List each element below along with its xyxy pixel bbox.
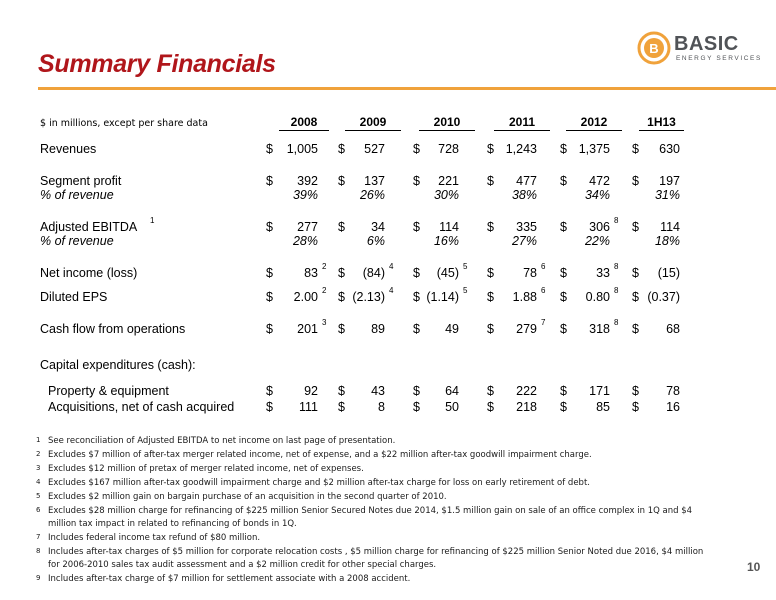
row-label: Adjusted EBITDA bbox=[40, 220, 138, 234]
table-cell: 630 bbox=[659, 142, 680, 156]
footnote-text: See reconciliation of Adjusted EBITDA to net income on last page of presentation. bbox=[48, 436, 396, 446]
footnote bbox=[36, 478, 590, 488]
table-cell: 728 bbox=[438, 142, 459, 156]
table-cell: 527 bbox=[364, 142, 385, 156]
dollar-sign: $ bbox=[632, 142, 639, 156]
table-cell: 2.00 bbox=[293, 290, 318, 304]
table-cell: (2.13) bbox=[352, 290, 385, 304]
footnote-marker: 8 bbox=[614, 262, 619, 271]
row-label: Diluted EPS bbox=[40, 290, 108, 304]
table-cell: 34% bbox=[584, 188, 610, 202]
dollar-sign: $ bbox=[266, 290, 273, 304]
footnote-text: Includes federal income tax refund of $80 million. bbox=[48, 533, 261, 543]
column-header: 1H13 bbox=[639, 115, 684, 131]
footnote-text: million tax impact in related to refinancing of bonds in 1Q. bbox=[48, 519, 297, 529]
dollar-sign: $ bbox=[487, 384, 494, 398]
dollar-sign: $ bbox=[266, 400, 273, 414]
footnote-marker: 6 bbox=[541, 286, 546, 295]
footnote-marker: 7 bbox=[541, 318, 546, 327]
table-cell: 218 bbox=[516, 400, 537, 414]
units-note: $ in millions, except per share data bbox=[40, 118, 208, 129]
table-cell: 1,243 bbox=[505, 142, 537, 156]
footnote-marker: 3 bbox=[322, 318, 327, 327]
dollar-sign: $ bbox=[632, 220, 639, 234]
dollar-sign: $ bbox=[560, 400, 567, 414]
dollar-sign: $ bbox=[413, 220, 420, 234]
footnote bbox=[36, 533, 260, 543]
table-cell: 472 bbox=[589, 174, 610, 188]
dollar-sign: $ bbox=[413, 322, 420, 336]
footnote-text: Excludes $167 million after-tax goodwill impairment charge and $2 million after-tax charge for loss on early retirement of debt. bbox=[48, 478, 590, 488]
dollar-sign: $ bbox=[632, 266, 639, 280]
table-cell: 33 bbox=[596, 266, 610, 280]
logo-name: BASIC bbox=[674, 33, 739, 55]
footnote bbox=[36, 450, 592, 460]
table-cell: 49 bbox=[445, 322, 459, 336]
footnote bbox=[36, 506, 692, 516]
table-cell: 30% bbox=[433, 188, 459, 202]
table-cell: 137 bbox=[364, 174, 385, 188]
dollar-sign: $ bbox=[338, 384, 345, 398]
table-cell: (1.14) bbox=[426, 290, 459, 304]
dollar-sign: $ bbox=[560, 384, 567, 398]
footnote-number: 7 bbox=[36, 533, 41, 541]
footnote-text: Excludes $28 million charge for refinancing of $225 million Senior Secured Notes due 2014, $1.5 million gain on sale of an office complex in 1Q and $4 bbox=[48, 506, 693, 516]
dollar-sign: $ bbox=[266, 142, 273, 156]
table-cell: 277 bbox=[297, 220, 318, 234]
footnote-marker: 8 bbox=[614, 318, 619, 327]
column-header: 2012 bbox=[566, 115, 622, 131]
row-label: Net income (loss) bbox=[40, 266, 138, 280]
dollar-sign: $ bbox=[632, 290, 639, 304]
footnote-marker: 8 bbox=[614, 286, 619, 295]
table-cell: 16 bbox=[666, 400, 680, 414]
table-cell: 306 bbox=[589, 220, 610, 234]
table-cell: 22% bbox=[584, 234, 610, 248]
footnote-number: 3 bbox=[36, 464, 41, 472]
row-label: Acquisitions, net of cash acquired bbox=[48, 400, 235, 414]
column-header: 2009 bbox=[345, 115, 401, 131]
footnote-marker: 6 bbox=[541, 262, 546, 271]
page-title: Summary Financials bbox=[38, 50, 276, 78]
table-cell: (15) bbox=[657, 266, 680, 280]
dollar-sign: $ bbox=[338, 142, 345, 156]
dollar-sign: $ bbox=[487, 400, 494, 414]
column-header: 2010 bbox=[419, 115, 475, 131]
dollar-sign: $ bbox=[487, 322, 494, 336]
dollar-sign: $ bbox=[413, 142, 420, 156]
dollar-sign: $ bbox=[338, 266, 345, 280]
footnote-marker: 5 bbox=[463, 286, 468, 295]
footnote bbox=[48, 560, 436, 570]
table-cell: 201 bbox=[297, 322, 318, 336]
table-cell: 64 bbox=[445, 384, 459, 398]
dollar-sign: $ bbox=[487, 266, 494, 280]
table-cell: 38% bbox=[511, 188, 537, 202]
table-cell: 392 bbox=[297, 174, 318, 188]
dollar-sign: $ bbox=[413, 384, 420, 398]
table-cell: 111 bbox=[298, 400, 318, 414]
table-cell: 0.80 bbox=[585, 290, 610, 304]
dollar-sign: $ bbox=[413, 290, 420, 304]
row-label: Segment profit bbox=[40, 174, 122, 188]
footnote bbox=[36, 464, 364, 474]
table-cell: 6% bbox=[366, 234, 385, 248]
logo-tagline: ENERGY SERVICES bbox=[676, 55, 762, 62]
dollar-sign: $ bbox=[632, 384, 639, 398]
table-cell: 78 bbox=[666, 384, 680, 398]
table-cell: 34 bbox=[371, 220, 385, 234]
footnote-text: Excludes $2 million gain on bargain purchase of an acquisition in the second quarter of 2010. bbox=[48, 492, 447, 502]
logo-letter: B bbox=[649, 41, 659, 56]
table-cell: 197 bbox=[659, 174, 680, 188]
table-cell: 335 bbox=[516, 220, 537, 234]
table-cell: 171 bbox=[589, 384, 610, 398]
row-label: Cash flow from operations bbox=[40, 322, 186, 336]
table-cell: 50 bbox=[445, 400, 459, 414]
dollar-sign: $ bbox=[413, 400, 420, 414]
dollar-sign: $ bbox=[338, 174, 345, 188]
footnote-text: Includes after-tax charges of $5 million for corporate relocation costs , $5 million charge for refinancing of $225 million Senior Noted due 2016, $4 million bbox=[48, 547, 704, 557]
dollar-sign: $ bbox=[632, 174, 639, 188]
column-header: 2008 bbox=[279, 115, 329, 131]
table-cell: 83 bbox=[304, 266, 318, 280]
dollar-sign: $ bbox=[487, 290, 494, 304]
dollar-sign: $ bbox=[632, 400, 639, 414]
title-underline bbox=[38, 87, 776, 90]
dollar-sign: $ bbox=[632, 322, 639, 336]
dollar-sign: $ bbox=[338, 220, 345, 234]
footnote bbox=[36, 436, 395, 446]
table-cell: 27% bbox=[511, 234, 537, 248]
table-cell: (0.37) bbox=[647, 290, 680, 304]
table-cell: 222 bbox=[516, 384, 537, 398]
dollar-sign: $ bbox=[487, 142, 494, 156]
row-label: Capital expenditures (cash): bbox=[40, 358, 196, 372]
footnote-number: 1 bbox=[36, 436, 41, 444]
table-cell: 1,375 bbox=[578, 142, 610, 156]
row-label: % of revenue bbox=[40, 188, 114, 202]
footnote bbox=[36, 492, 447, 502]
table-cell: 43 bbox=[371, 384, 385, 398]
table-cell: 1.88 bbox=[512, 290, 537, 304]
dollar-sign: $ bbox=[338, 400, 345, 414]
dollar-sign: $ bbox=[266, 384, 273, 398]
column-header: 2011 bbox=[494, 115, 550, 131]
dollar-sign: $ bbox=[338, 322, 345, 336]
footnote bbox=[36, 574, 410, 584]
table-cell: 18% bbox=[654, 234, 680, 248]
table-cell: 92 bbox=[304, 384, 318, 398]
footnote-marker: 4 bbox=[389, 286, 394, 295]
footnote-text: Includes after-tax charge of $7 million for settlement associate with a 2008 accident. bbox=[48, 574, 411, 584]
row-label-footnote-marker: 1 bbox=[150, 216, 155, 225]
row-label: Revenues bbox=[40, 142, 97, 156]
dollar-sign: $ bbox=[266, 174, 273, 188]
row-label: % of revenue bbox=[40, 234, 114, 248]
dollar-sign: $ bbox=[487, 174, 494, 188]
footnote-number: 8 bbox=[36, 547, 41, 555]
table-cell: 78 bbox=[523, 266, 537, 280]
footnote-number: 6 bbox=[36, 506, 41, 514]
table-cell: 318 bbox=[589, 322, 610, 336]
footnote-number: 5 bbox=[36, 492, 41, 500]
table-cell: 114 bbox=[439, 220, 459, 234]
dollar-sign: $ bbox=[560, 322, 567, 336]
table-cell: 16% bbox=[433, 234, 459, 248]
table-cell: (84) bbox=[362, 266, 385, 280]
table-cell: 39% bbox=[292, 188, 318, 202]
dollar-sign: $ bbox=[413, 266, 420, 280]
dollar-sign: $ bbox=[266, 220, 273, 234]
dollar-sign: $ bbox=[560, 220, 567, 234]
page-number: 10 bbox=[747, 560, 761, 574]
footnote bbox=[36, 547, 703, 557]
table-cell: 477 bbox=[516, 174, 537, 188]
footnote-marker: 2 bbox=[322, 262, 327, 271]
dollar-sign: $ bbox=[266, 266, 273, 280]
footnote-text: Excludes $7 million of after-tax merger related income, net of expense, and a $22 million after-tax goodwill impairment charge. bbox=[48, 450, 592, 460]
table-cell: 8 bbox=[378, 400, 385, 414]
table-cell: (45) bbox=[436, 266, 459, 280]
dollar-sign: $ bbox=[266, 322, 273, 336]
table-cell: 114 bbox=[660, 220, 680, 234]
table-cell: 279 bbox=[516, 322, 537, 336]
table-cell: 1,005 bbox=[286, 142, 318, 156]
dollar-sign: $ bbox=[560, 174, 567, 188]
footnote-number: 9 bbox=[36, 574, 41, 582]
table-cell: 68 bbox=[666, 322, 680, 336]
dollar-sign: $ bbox=[413, 174, 420, 188]
dollar-sign: $ bbox=[560, 290, 567, 304]
footnote-marker: 5 bbox=[463, 262, 468, 271]
footnote-text: for 2006-2010 sales tax audit assessment and a $2 million credit for other special charges. bbox=[48, 560, 437, 570]
footnote-marker: 2 bbox=[322, 286, 327, 295]
dollar-sign: $ bbox=[560, 266, 567, 280]
footnote-marker: 8 bbox=[614, 216, 619, 225]
table-cell: 26% bbox=[359, 188, 385, 202]
row-label: Property & equipment bbox=[48, 384, 169, 398]
table-cell: 28% bbox=[292, 234, 318, 248]
table-cell: 85 bbox=[596, 400, 610, 414]
table-cell: 89 bbox=[371, 322, 385, 336]
table-cell: 31% bbox=[654, 188, 680, 202]
dollar-sign: $ bbox=[338, 290, 345, 304]
footnote-number: 4 bbox=[36, 478, 41, 486]
footnote-marker: 4 bbox=[389, 262, 394, 271]
dollar-sign: $ bbox=[560, 142, 567, 156]
footnote-number: 2 bbox=[36, 450, 41, 458]
dollar-sign: $ bbox=[487, 220, 494, 234]
footnote-text: Excludes $12 million of pretax of merger related income, net of expenses. bbox=[48, 464, 364, 474]
footnote bbox=[48, 519, 297, 529]
table-cell: 221 bbox=[438, 174, 459, 188]
